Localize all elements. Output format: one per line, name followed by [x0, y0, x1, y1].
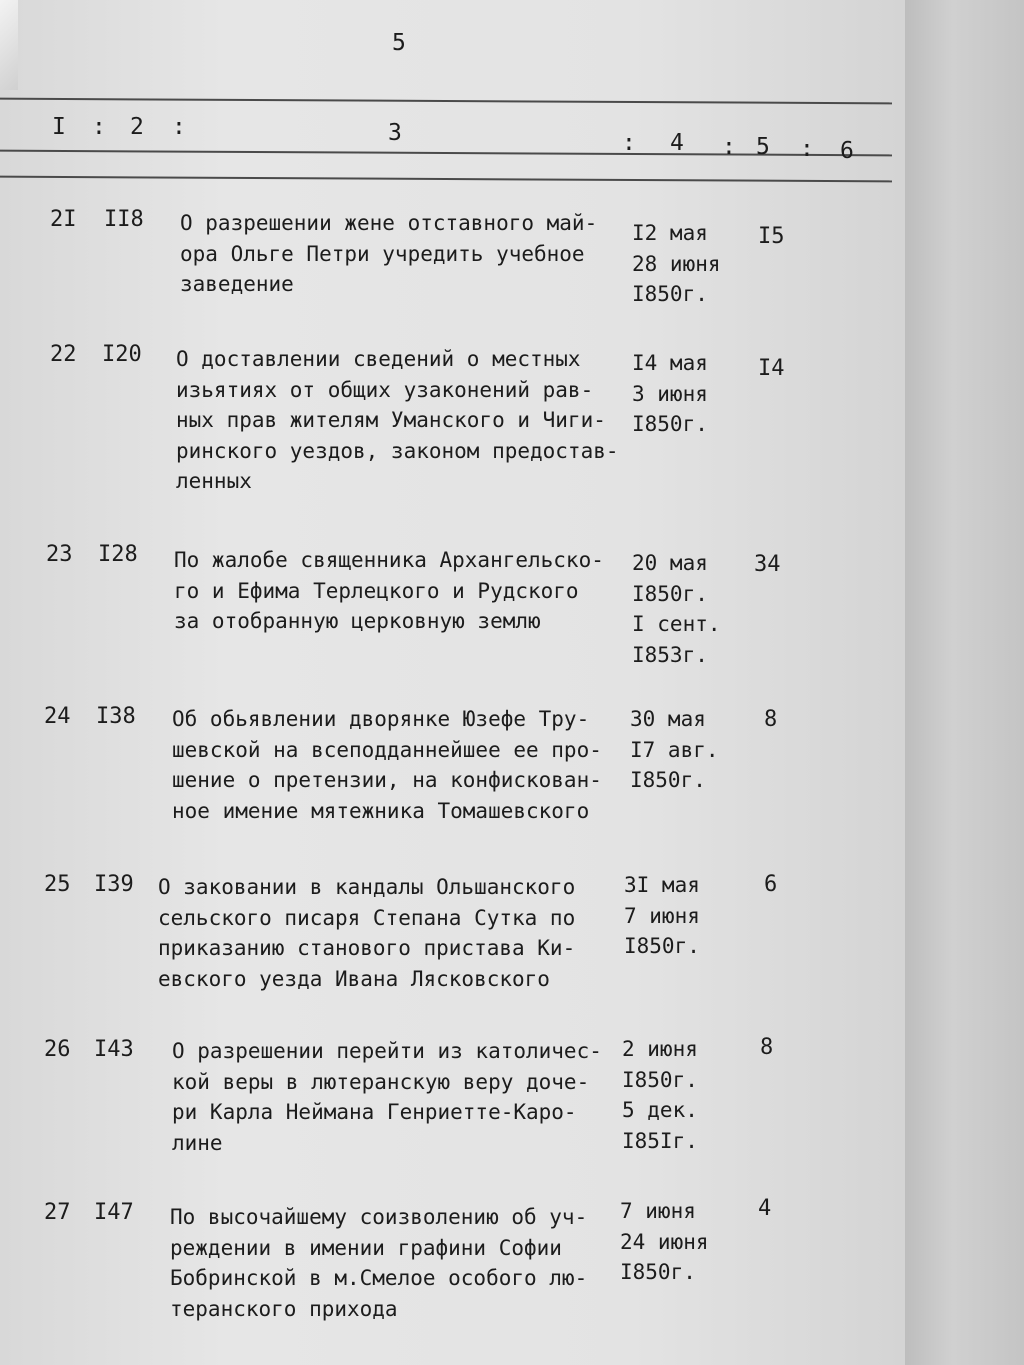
top-rule [0, 98, 892, 105]
header-col-3: 3 [388, 120, 402, 146]
document-number: I43 [94, 1037, 134, 1062]
row-number: 23 [46, 542, 73, 567]
entry-dates: I2 мая 28 июня I850г. [632, 221, 721, 306]
underlying-page [905, 0, 1024, 1365]
sheet-count: 34 [754, 552, 781, 577]
document-number: I39 [94, 872, 134, 897]
sheet-count: 6 [764, 872, 778, 897]
page-number: 5 [392, 30, 406, 56]
row-number: 2I [50, 207, 77, 232]
header-separator: : [92, 114, 106, 140]
entry-title: Об обьявлении дворянке Юзефе Тру- шевской на всеподданнейшее ее про- шение о претензии, на конфискован- ное имение мятежника Томашевского [172, 707, 602, 823]
row-number: 25 [44, 872, 71, 897]
entry-title: О разрешении жене отставного май- ора Ольге Петри учредить учебное заведение [180, 211, 598, 296]
entry-dates: 20 мая I850г. I сент. I853г. [632, 551, 721, 667]
entry-title: По жалобе священника Архангельско- го и Ефима Терлецкого и Рудского за отобранную церковную землю [174, 548, 604, 633]
header-separator: : [172, 114, 186, 140]
entry-title: О заковании в кандалы Ольшанского сельского писаря Степана Сутка по приказанию станового пристава Ки- евского уезда Ивана Лясковского [158, 875, 576, 991]
header-col-2: 2 [130, 114, 144, 140]
header-bottom-rule [0, 176, 892, 182]
row-number: 24 [44, 704, 71, 729]
sheet-count: I4 [758, 356, 785, 381]
header-separator: : [722, 134, 736, 160]
entry-dates: 30 мая I7 авг. I850г. [630, 707, 719, 792]
entry-dates: 2 июня I850г. 5 дек. I85Iг. [622, 1037, 698, 1153]
document-number: I28 [98, 542, 138, 567]
header-separator: : [800, 136, 814, 162]
row-number: 22 [50, 342, 77, 367]
header-col-6: 6 [840, 138, 854, 164]
page-corner [0, 0, 18, 90]
entry-dates: 3I мая 7 июня I850г. [624, 873, 700, 958]
header-col-1: I [52, 114, 66, 140]
row-number: 26 [44, 1037, 71, 1062]
header-col-4: 4 [670, 130, 684, 156]
document-number: I47 [94, 1200, 134, 1225]
entry-title: О доставлении сведений о местных изьятиях от общих узаконений рав- ных прав жителям Уманского и Чиги- ринского уездов, законом предостав- ленных [176, 347, 619, 493]
sheet-count: 4 [758, 1196, 772, 1221]
entry-dates: 7 июня 24 июня I850г. [620, 1199, 709, 1284]
header-separator: : [622, 130, 636, 156]
header-col-5: 5 [756, 134, 770, 160]
entry-dates: I4 мая 3 июня I850г. [632, 351, 708, 436]
sheet-count: 8 [760, 1035, 774, 1060]
entry-title: По высочайшему соизволению об уч- реждении в имении графини Софии Бобринской в м.Смелое особого лю- теранского прихода [170, 1205, 588, 1321]
entry-title: О разрешении перейти из католичес- кой веры в лютеранскую веру доче- ри Карла Неймана Генриетте-Каро- лине [172, 1039, 602, 1155]
document-number: I38 [96, 704, 136, 729]
row-number: 27 [44, 1200, 71, 1225]
document-number: II8 [104, 207, 144, 232]
document-number: I20 [102, 342, 142, 367]
sheet-count: I5 [758, 224, 785, 249]
sheet-count: 8 [764, 707, 778, 732]
